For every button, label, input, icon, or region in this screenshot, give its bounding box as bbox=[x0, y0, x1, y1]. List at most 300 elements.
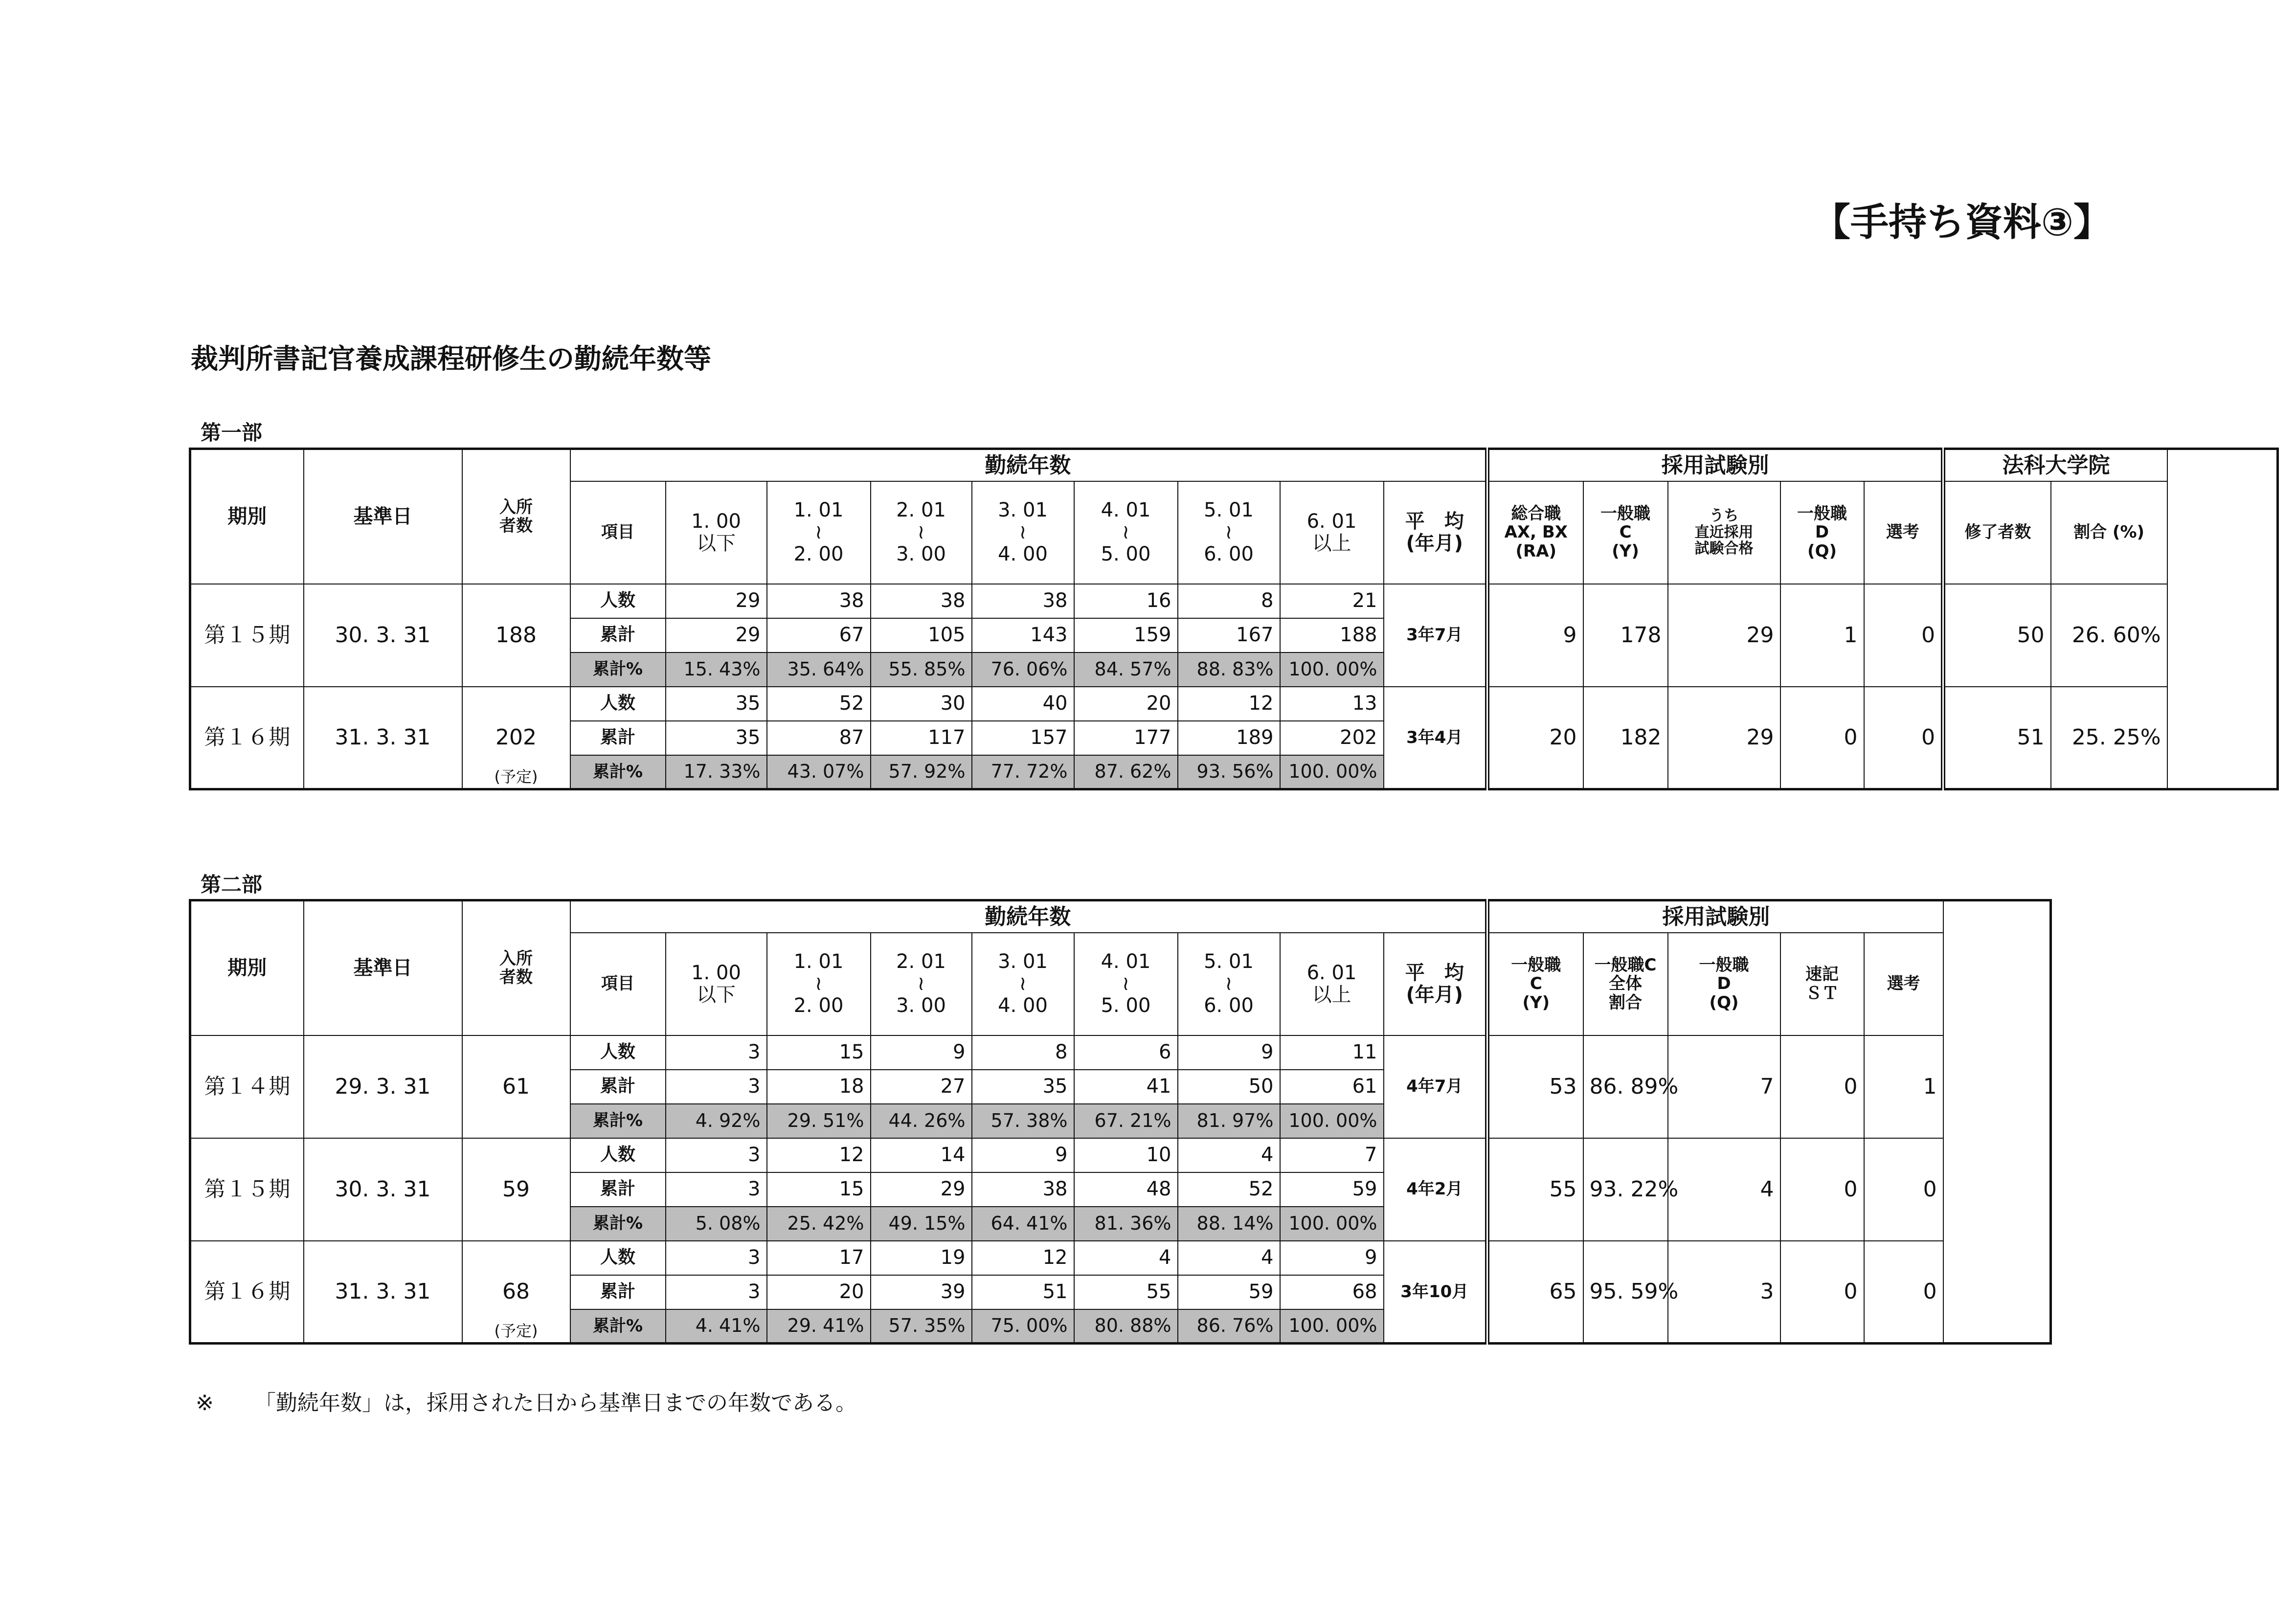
row-entrants-value: 188 bbox=[495, 622, 537, 648]
header-base-date: 基準日 bbox=[304, 900, 462, 1035]
header-exam-col-3-line3: 試験合格 bbox=[1694, 540, 1754, 558]
header-bin-4-line2: ≀ bbox=[1019, 972, 1027, 995]
cumulative-cell: 159 bbox=[1074, 618, 1178, 652]
row-average: 3年4月 bbox=[1384, 687, 1487, 789]
header-average bbox=[1384, 933, 1487, 1035]
header-bin-4-line3: 4. 00 bbox=[998, 542, 1048, 565]
header-exam-col-2 bbox=[1583, 933, 1668, 1035]
count-cell: 9 bbox=[1178, 1035, 1280, 1070]
cumulative-cell: 188 bbox=[1280, 618, 1384, 652]
count-cell: 12 bbox=[767, 1138, 871, 1172]
count-cell: 7 bbox=[1280, 1138, 1384, 1172]
header-entrants-line1: 入所 bbox=[499, 497, 533, 517]
header-exam-col-1 bbox=[1487, 933, 1583, 1035]
cumulative-cell: 29 bbox=[666, 618, 767, 652]
cum-pct-cell: 5. 08% bbox=[666, 1207, 767, 1241]
cum-pct-cell: 29. 41% bbox=[767, 1309, 871, 1344]
cumulative-cell: 59 bbox=[1178, 1275, 1280, 1309]
row-item-label: 人数 bbox=[570, 1241, 666, 1275]
count-cell: 16 bbox=[1074, 584, 1178, 618]
header-exam-col-1-line3: (RA) bbox=[1515, 541, 1557, 561]
header-bin-5-line1: 4. 01 bbox=[1101, 950, 1151, 973]
header-bin-2-line1: 1. 01 bbox=[793, 950, 844, 973]
header-bin-6-line2: ≀ bbox=[1225, 972, 1233, 995]
header-bin-1-line1: 1. 00 bbox=[691, 961, 741, 984]
row-item-label: 累計% bbox=[570, 1104, 666, 1138]
row-period: 第１５期 bbox=[190, 1138, 304, 1241]
count-cell: 38 bbox=[767, 584, 871, 618]
count-cell: 38 bbox=[871, 584, 972, 618]
cumulative-cell: 18 bbox=[767, 1070, 871, 1104]
exam-cell-2: 93. 22% bbox=[1583, 1138, 1668, 1241]
law-cell-1: 51 bbox=[1943, 687, 2051, 789]
count-cell: 13 bbox=[1280, 687, 1384, 721]
count-cell: 3 bbox=[666, 1138, 767, 1172]
cum-pct-cell: 4. 92% bbox=[666, 1104, 767, 1138]
cum-pct-cell: 100. 00% bbox=[1280, 755, 1384, 789]
cumulative-cell: 202 bbox=[1280, 721, 1384, 755]
count-cell: 8 bbox=[1178, 584, 1280, 618]
row-item-label: 累計% bbox=[570, 1309, 666, 1344]
header-exam-col-3-line2: 直近採用 bbox=[1694, 523, 1754, 541]
cumulative-cell: 68 bbox=[1280, 1275, 1384, 1309]
cumulative-cell: 105 bbox=[871, 618, 972, 652]
cumulative-cell: 167 bbox=[1178, 618, 1280, 652]
count-cell: 8 bbox=[972, 1035, 1074, 1070]
header-bin-5-line2: ≀ bbox=[1122, 521, 1129, 544]
cum-pct-cell: 35. 64% bbox=[767, 652, 871, 687]
cumulative-cell: 50 bbox=[1178, 1070, 1280, 1104]
header-tenure-group: 勤続年数 bbox=[570, 900, 1487, 933]
table-part1 bbox=[189, 448, 2279, 790]
cum-pct-cell: 29. 51% bbox=[767, 1104, 871, 1138]
cum-pct-cell: 93. 56% bbox=[1178, 755, 1280, 789]
section-label-part2: 第二部 bbox=[201, 873, 263, 897]
header-entrants bbox=[462, 900, 570, 1035]
exam-cell-3: 7 bbox=[1668, 1035, 1780, 1138]
cumulative-cell: 143 bbox=[972, 618, 1074, 652]
count-cell: 3 bbox=[666, 1241, 767, 1275]
header-bin-2-line1: 1. 01 bbox=[793, 499, 844, 522]
count-cell: 14 bbox=[871, 1138, 972, 1172]
cumulative-cell: 3 bbox=[666, 1070, 767, 1104]
exam-cell-4: 0 bbox=[1780, 1138, 1864, 1241]
exam-cell-1: 53 bbox=[1487, 1035, 1583, 1138]
cum-pct-cell: 84. 57% bbox=[1074, 652, 1178, 687]
row-item-label: 人数 bbox=[570, 687, 666, 721]
cum-pct-cell: 88. 14% bbox=[1178, 1207, 1280, 1241]
row-average: 4年2月 bbox=[1384, 1138, 1487, 1241]
header-period: 期別 bbox=[190, 449, 304, 584]
row-item-label: 累計% bbox=[570, 1207, 666, 1241]
header-bin-2 bbox=[767, 933, 871, 1035]
cumulative-cell: 29 bbox=[871, 1172, 972, 1207]
header-bin-5 bbox=[1074, 933, 1178, 1035]
header-bin-6-line3: 6. 00 bbox=[1204, 994, 1254, 1017]
exam-cell-1: 55 bbox=[1487, 1138, 1583, 1241]
cumulative-cell: 35 bbox=[666, 721, 767, 755]
header-exam-col-4-line2: ＳＴ bbox=[1805, 983, 1839, 1003]
cumulative-cell: 61 bbox=[1280, 1070, 1384, 1104]
header-exam-col-4 bbox=[1780, 933, 1864, 1035]
row-average: 3年7月 bbox=[1384, 584, 1487, 687]
header-bin-2-line2: ≀ bbox=[815, 521, 822, 544]
header-bin-1 bbox=[666, 481, 767, 584]
cum-pct-cell: 100. 00% bbox=[1280, 652, 1384, 687]
cum-pct-cell: 86. 76% bbox=[1178, 1309, 1280, 1344]
cumulative-cell: 3 bbox=[666, 1275, 767, 1309]
header-item: 項目 bbox=[570, 481, 666, 584]
cum-pct-cell: 100. 00% bbox=[1280, 1309, 1384, 1344]
row-item-label: 人数 bbox=[570, 1035, 666, 1070]
row-entrants-value: 59 bbox=[502, 1176, 530, 1202]
row-entrants bbox=[462, 1241, 570, 1344]
cumulative-cell: 189 bbox=[1178, 721, 1280, 755]
header-exam-col-3-line1: 一般職 bbox=[1699, 955, 1749, 975]
header-bin-3-line1: 2. 01 bbox=[896, 950, 946, 973]
exam-cell-3: 4 bbox=[1668, 1138, 1780, 1241]
header-exam-col-3-line3: (Q) bbox=[1709, 992, 1739, 1012]
count-cell: 4 bbox=[1178, 1138, 1280, 1172]
header-bin-7 bbox=[1280, 933, 1384, 1035]
header-bin-6 bbox=[1178, 933, 1280, 1035]
header-exam-col-4-line1: 速記 bbox=[1805, 965, 1839, 985]
exam-cell-5: 0 bbox=[1864, 584, 1943, 687]
row-entrants-value: 202 bbox=[495, 725, 537, 750]
header-bin-6 bbox=[1178, 481, 1280, 584]
header-bin-3 bbox=[871, 481, 972, 584]
row-item-label: 累計 bbox=[570, 1275, 666, 1309]
header-bin-3-line3: 3. 00 bbox=[896, 994, 946, 1017]
cum-pct-cell: 87. 62% bbox=[1074, 755, 1178, 789]
exam-cell-1: 65 bbox=[1487, 1241, 1583, 1344]
header-exam-col-1-line1: 総合職 bbox=[1511, 504, 1561, 524]
header-average-line2: (年月) bbox=[1406, 983, 1463, 1006]
exam-cell-5: 0 bbox=[1864, 1138, 1943, 1241]
count-cell: 9 bbox=[972, 1138, 1074, 1172]
document-tag: 【手持ち資料③】 bbox=[1812, 201, 2112, 245]
exam-cell-5: 0 bbox=[1864, 1241, 1943, 1344]
cumulative-cell: 52 bbox=[1178, 1172, 1280, 1207]
header-average-line1: 平 均 bbox=[1405, 510, 1464, 533]
header-bin-4-line2: ≀ bbox=[1019, 521, 1027, 544]
cum-pct-cell: 80. 88% bbox=[1074, 1309, 1178, 1344]
header-bin-7-line1: 6. 01 bbox=[1306, 961, 1357, 984]
header-bin-1-line2: 以下 bbox=[697, 532, 736, 555]
count-cell: 19 bbox=[871, 1241, 972, 1275]
header-bin-7-line2: 以上 bbox=[1312, 983, 1351, 1006]
row-entrants-note: (予定) bbox=[494, 767, 538, 787]
cum-pct-cell: 44. 26% bbox=[871, 1104, 972, 1138]
row-period: 第１６期 bbox=[190, 1241, 304, 1344]
row-base-date: 30. 3. 31 bbox=[304, 1138, 462, 1241]
footnote-mark: ※ bbox=[196, 1391, 214, 1416]
header-bin-4 bbox=[972, 481, 1074, 584]
cumulative-cell: 51 bbox=[972, 1275, 1074, 1309]
cum-pct-cell: 4. 41% bbox=[666, 1309, 767, 1344]
document-title: 裁判所書記官養成課程研修生の勤続年数等 bbox=[191, 343, 711, 375]
header-bin-3-line2: ≀ bbox=[917, 521, 925, 544]
cum-pct-cell: 77. 72% bbox=[972, 755, 1074, 789]
law-cell-2: 25. 25% bbox=[2051, 687, 2167, 789]
header-exam-col-2-line1: 一般職C bbox=[1594, 955, 1657, 975]
header-bin-6-line2: ≀ bbox=[1225, 521, 1233, 544]
exam-cell-2: 86. 89% bbox=[1583, 1035, 1668, 1138]
header-law-col-2: 割合 (%) bbox=[2051, 481, 2167, 584]
header-exam-col-5 bbox=[1864, 481, 1943, 584]
count-cell: 4 bbox=[1074, 1241, 1178, 1275]
cumulative-cell: 27 bbox=[871, 1070, 972, 1104]
row-entrants bbox=[462, 687, 570, 789]
cum-pct-cell: 75. 00% bbox=[972, 1309, 1074, 1344]
header-bin-1-line2: 以下 bbox=[697, 983, 736, 1006]
header-bin-2-line3: 2. 00 bbox=[793, 994, 844, 1017]
row-base-date: 30. 3. 31 bbox=[304, 584, 462, 687]
exam-cell-5: 1 bbox=[1864, 1035, 1943, 1138]
exam-cell-5: 0 bbox=[1864, 687, 1943, 789]
table-row bbox=[190, 1138, 2051, 1172]
header-bin-7-line1: 6. 01 bbox=[1306, 510, 1357, 533]
cumulative-cell: 20 bbox=[767, 1275, 871, 1309]
header-bin-3 bbox=[871, 933, 972, 1035]
header-bin-1-line1: 1. 00 bbox=[691, 510, 741, 533]
exam-cell-4: 0 bbox=[1780, 687, 1864, 789]
header-base-date: 基準日 bbox=[304, 449, 462, 584]
row-entrants-value: 68 bbox=[502, 1279, 530, 1304]
row-item-label: 人数 bbox=[570, 584, 666, 618]
header-exam-col-3 bbox=[1668, 481, 1780, 584]
row-period: 第１５期 bbox=[190, 584, 304, 687]
header-exam-col-5-line1: 選考 bbox=[1886, 522, 1919, 542]
header-bin-3-line2: ≀ bbox=[917, 972, 925, 995]
cumulative-cell: 67 bbox=[767, 618, 871, 652]
header-exam-col-2-line3: (Y) bbox=[1612, 541, 1639, 561]
header-period: 期別 bbox=[190, 900, 304, 1035]
header-exam-group: 採用試験別 bbox=[1487, 900, 1943, 933]
cumulative-cell: 3 bbox=[666, 1172, 767, 1207]
header-exam-col-3-line2: D bbox=[1717, 974, 1731, 994]
row-entrants bbox=[462, 1035, 570, 1138]
count-cell: 3 bbox=[666, 1035, 767, 1070]
cum-pct-cell: 55. 85% bbox=[871, 652, 972, 687]
header-bin-3-line1: 2. 01 bbox=[896, 499, 946, 522]
cum-pct-cell: 88. 83% bbox=[1178, 652, 1280, 687]
header-exam-col-4-line3: (Q) bbox=[1807, 541, 1837, 561]
cum-pct-cell: 81. 36% bbox=[1074, 1207, 1178, 1241]
header-average-line1: 平 均 bbox=[1405, 961, 1464, 984]
exam-cell-4: 0 bbox=[1780, 1241, 1864, 1344]
header-item: 項目 bbox=[570, 933, 666, 1035]
cum-pct-cell: 17. 33% bbox=[666, 755, 767, 789]
header-law-group: 法科大学院 bbox=[1943, 449, 2167, 481]
exam-cell-1: 20 bbox=[1487, 687, 1583, 789]
cum-pct-cell: 81. 97% bbox=[1178, 1104, 1280, 1138]
header-exam-col-4-line1: 一般職 bbox=[1797, 504, 1847, 524]
count-cell: 17 bbox=[767, 1241, 871, 1275]
header-bin-1 bbox=[666, 933, 767, 1035]
header-bin-6-line1: 5. 01 bbox=[1204, 950, 1254, 973]
cumulative-cell: 117 bbox=[871, 721, 972, 755]
row-item-label: 累計 bbox=[570, 721, 666, 755]
header-bin-2-line3: 2. 00 bbox=[793, 542, 844, 565]
exam-cell-2: 182 bbox=[1583, 687, 1668, 789]
footnote-text: 「勤続年数」は，採用された日から基準日までの年数である。 bbox=[254, 1391, 857, 1416]
exam-cell-3: 29 bbox=[1668, 584, 1780, 687]
header-exam-col-2-line2: 全体 bbox=[1609, 974, 1643, 994]
cum-pct-cell: 43. 07% bbox=[767, 755, 871, 789]
count-cell: 35 bbox=[666, 687, 767, 721]
cum-pct-cell: 25. 42% bbox=[767, 1207, 871, 1241]
cum-pct-cell: 57. 35% bbox=[871, 1309, 972, 1344]
table-row bbox=[190, 687, 2278, 721]
header-bin-5-line2: ≀ bbox=[1122, 972, 1129, 995]
law-cell-2: 26. 60% bbox=[2051, 584, 2167, 687]
header-bin-3-line3: 3. 00 bbox=[896, 542, 946, 565]
count-cell: 38 bbox=[972, 584, 1074, 618]
header-bin-7 bbox=[1280, 481, 1384, 584]
cum-pct-cell: 100. 00% bbox=[1280, 1207, 1384, 1241]
header-exam-col-4-line2: D bbox=[1815, 522, 1829, 542]
cum-pct-cell: 64. 41% bbox=[972, 1207, 1074, 1241]
row-base-date: 31. 3. 31 bbox=[304, 1241, 462, 1344]
cumulative-cell: 15 bbox=[767, 1172, 871, 1207]
count-cell: 21 bbox=[1280, 584, 1384, 618]
cumulative-cell: 177 bbox=[1074, 721, 1178, 755]
cumulative-cell: 35 bbox=[972, 1070, 1074, 1104]
law-cell-1: 50 bbox=[1943, 584, 2051, 687]
section-label-part1: 第一部 bbox=[201, 421, 263, 445]
header-exam-col-1-line1: 一般職 bbox=[1511, 955, 1561, 975]
header-exam-col-2-line1: 一般職 bbox=[1600, 504, 1651, 524]
exam-cell-2: 178 bbox=[1583, 584, 1668, 687]
row-base-date: 29. 3. 31 bbox=[304, 1035, 462, 1138]
exam-cell-1: 9 bbox=[1487, 584, 1583, 687]
header-exam-col-3-line1: うち bbox=[1709, 507, 1739, 525]
header-bin-4 bbox=[972, 933, 1074, 1035]
cum-pct-cell: 15. 43% bbox=[666, 652, 767, 687]
cum-pct-cell: 100. 00% bbox=[1280, 1104, 1384, 1138]
header-law-col-1: 修了者数 bbox=[1943, 481, 2051, 584]
cumulative-cell: 38 bbox=[972, 1172, 1074, 1207]
cum-pct-cell: 76. 06% bbox=[972, 652, 1074, 687]
footnote bbox=[196, 1385, 857, 1416]
row-item-label: 累計% bbox=[570, 652, 666, 687]
cumulative-cell: 59 bbox=[1280, 1172, 1384, 1207]
row-item-label: 人数 bbox=[570, 1138, 666, 1172]
header-exam-col-5-line1: 選考 bbox=[1887, 974, 1920, 994]
count-cell: 15 bbox=[767, 1035, 871, 1070]
cum-pct-cell: 49. 15% bbox=[871, 1207, 972, 1241]
row-entrants-value: 61 bbox=[502, 1074, 530, 1099]
count-cell: 9 bbox=[1280, 1241, 1384, 1275]
row-item-label: 累計 bbox=[570, 618, 666, 652]
cum-pct-cell: 57. 92% bbox=[871, 755, 972, 789]
row-period: 第１６期 bbox=[190, 687, 304, 789]
header-exam-group: 採用試験別 bbox=[1487, 449, 1943, 481]
count-cell: 11 bbox=[1280, 1035, 1384, 1070]
exam-cell-4: 1 bbox=[1780, 584, 1864, 687]
header-exam-col-2 bbox=[1583, 481, 1668, 584]
header-average-line2: (年月) bbox=[1406, 532, 1463, 555]
exam-cell-2: 95. 59% bbox=[1583, 1241, 1668, 1344]
cum-pct-cell: 67. 21% bbox=[1074, 1104, 1178, 1138]
count-cell: 30 bbox=[871, 687, 972, 721]
count-cell: 4 bbox=[1178, 1241, 1280, 1275]
table-row bbox=[190, 1035, 2051, 1070]
header-entrants-line2: 者数 bbox=[499, 967, 533, 988]
table-row bbox=[190, 1241, 2051, 1275]
cumulative-cell: 48 bbox=[1074, 1172, 1178, 1207]
header-bin-4-line3: 4. 00 bbox=[998, 994, 1048, 1017]
cum-pct-cell: 57. 38% bbox=[972, 1104, 1074, 1138]
header-bin-4-line1: 3. 01 bbox=[998, 950, 1048, 973]
header-entrants-line2: 者数 bbox=[499, 516, 533, 536]
header-exam-col-4 bbox=[1780, 481, 1864, 584]
exam-cell-3: 29 bbox=[1668, 687, 1780, 789]
count-cell: 12 bbox=[1178, 687, 1280, 721]
row-item-label: 累計% bbox=[570, 755, 666, 789]
header-exam-col-1-line2: AX, BX bbox=[1504, 522, 1568, 542]
header-exam-col-1-line2: C bbox=[1530, 974, 1542, 994]
count-cell: 52 bbox=[767, 687, 871, 721]
header-exam-col-1 bbox=[1487, 481, 1583, 584]
header-bin-2-line2: ≀ bbox=[815, 972, 822, 995]
row-entrants bbox=[462, 1138, 570, 1241]
count-cell: 20 bbox=[1074, 687, 1178, 721]
header-tenure-group: 勤続年数 bbox=[570, 449, 1487, 481]
header-bin-5-line3: 5. 00 bbox=[1101, 542, 1151, 565]
row-base-date: 31. 3. 31 bbox=[304, 687, 462, 789]
row-item-label: 累計 bbox=[570, 1070, 666, 1104]
count-cell: 9 bbox=[871, 1035, 972, 1070]
header-exam-col-2-line3: 割合 bbox=[1609, 992, 1643, 1012]
row-entrants bbox=[462, 584, 570, 687]
count-cell: 10 bbox=[1074, 1138, 1178, 1172]
count-cell: 29 bbox=[666, 584, 767, 618]
header-exam-col-2-line2: C bbox=[1619, 522, 1632, 542]
header-bin-5-line1: 4. 01 bbox=[1101, 499, 1151, 522]
header-bin-5-line3: 5. 00 bbox=[1101, 994, 1151, 1017]
header-exam-col-5 bbox=[1864, 933, 1943, 1035]
header-entrants-line1: 入所 bbox=[499, 949, 533, 969]
row-entrants-note: (予定) bbox=[494, 1322, 538, 1341]
count-cell: 40 bbox=[972, 687, 1074, 721]
table-row bbox=[190, 584, 2278, 618]
header-bin-6-line3: 6. 00 bbox=[1204, 542, 1254, 565]
cumulative-cell: 157 bbox=[972, 721, 1074, 755]
header-exam-col-3 bbox=[1668, 933, 1780, 1035]
row-period: 第１４期 bbox=[190, 1035, 304, 1138]
cumulative-cell: 55 bbox=[1074, 1275, 1178, 1309]
header-entrants bbox=[462, 449, 570, 584]
row-item-label: 累計 bbox=[570, 1172, 666, 1207]
header-bin-2 bbox=[767, 481, 871, 584]
table-part2 bbox=[189, 899, 2052, 1345]
row-average: 3年10月 bbox=[1384, 1241, 1487, 1344]
exam-cell-4: 0 bbox=[1780, 1035, 1864, 1138]
header-bin-6-line1: 5. 01 bbox=[1204, 499, 1254, 522]
header-bin-5 bbox=[1074, 481, 1178, 584]
cumulative-cell: 41 bbox=[1074, 1070, 1178, 1104]
header-exam-col-1-line3: (Y) bbox=[1522, 992, 1550, 1012]
header-bin-7-line2: 以上 bbox=[1312, 532, 1351, 555]
cumulative-cell: 87 bbox=[767, 721, 871, 755]
count-cell: 6 bbox=[1074, 1035, 1178, 1070]
count-cell: 12 bbox=[972, 1241, 1074, 1275]
row-average: 4年7月 bbox=[1384, 1035, 1487, 1138]
exam-cell-3: 3 bbox=[1668, 1241, 1780, 1344]
header-average bbox=[1384, 481, 1487, 584]
